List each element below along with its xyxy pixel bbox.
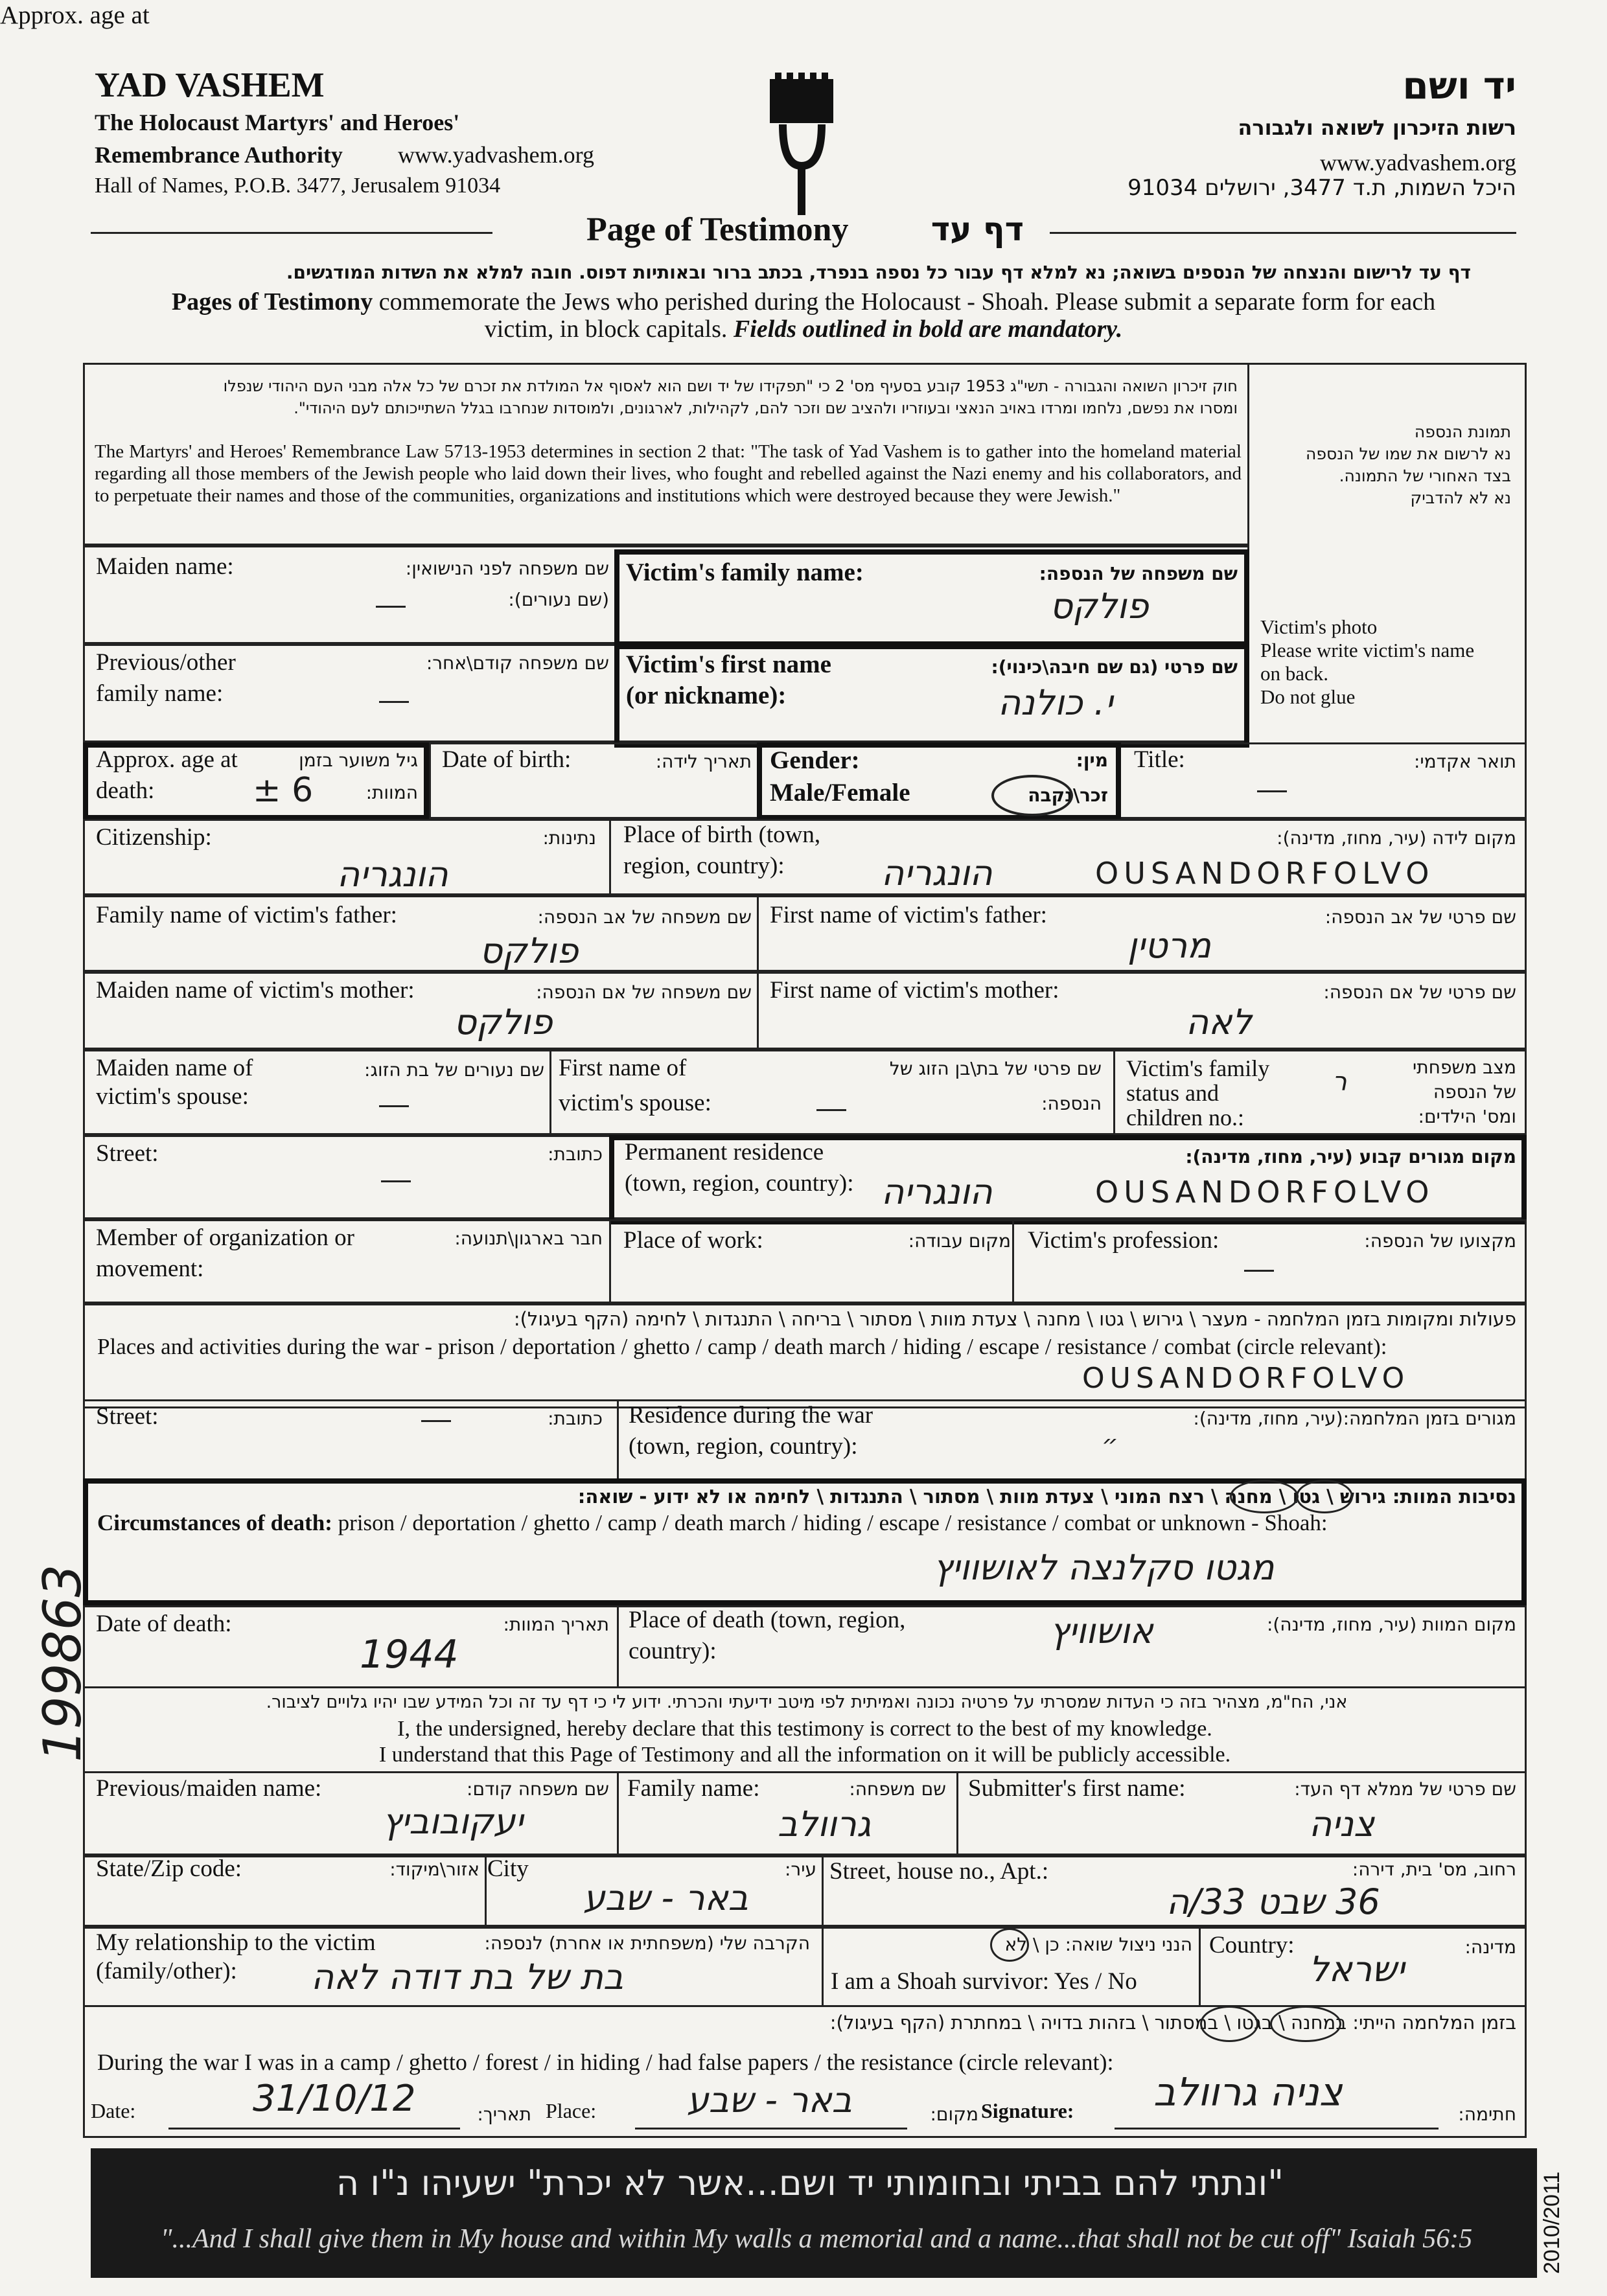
father-divider xyxy=(757,895,759,972)
family-status-label-2: status and xyxy=(1126,1080,1219,1106)
maiden-name-he: שם משפחה לפני הנישואין: xyxy=(405,558,609,579)
form-title-en: Page of Testimony xyxy=(586,211,849,248)
street-he: כתובת: xyxy=(548,1143,603,1165)
country-label: Country: xyxy=(1209,1932,1295,1958)
war-residence-he: מגורים בזמן המלחמה:(עיר, מחוז, מדינה): xyxy=(1193,1408,1516,1429)
spouse-divider-1 xyxy=(549,1050,551,1135)
date-label: Date: xyxy=(91,2099,136,2122)
form-title-he: דף עד xyxy=(931,211,1024,248)
signature-label: Signature: xyxy=(981,2099,1074,2122)
work-label: Place of work: xyxy=(623,1227,763,1254)
country-he: מדינה: xyxy=(1464,1936,1516,1958)
sub-prev-name-label: Previous/maiden name: xyxy=(96,1775,322,1802)
sub-family-label: Family name: xyxy=(627,1775,760,1802)
mother-first-he: שם פרטי של אם הנספה: xyxy=(1323,982,1516,1003)
year-label: 2010/2011 xyxy=(1540,2171,1564,2274)
place-death-value: אושוויץ xyxy=(1050,1611,1153,1651)
age-label-2: death: xyxy=(96,777,155,804)
family-status-he-1: מצב משפחתי xyxy=(1412,1057,1516,1078)
photo-he-2: נא לרשום את שמו של הנספה xyxy=(1306,444,1511,463)
sub-street-he: רחוב, מס' בית, דירה: xyxy=(1352,1859,1516,1880)
gender-he-1: מין: xyxy=(1076,750,1108,771)
war-residence-divider xyxy=(617,1399,619,1484)
war-status-en: During the war I was in a camp / ghetto / forest / in hiding / had false papers / the resistance (circle relevant): xyxy=(97,2049,1114,2075)
org-he: חבר בארגון\תנועה: xyxy=(454,1228,603,1249)
sub-zip-he: אזור\מיקוד: xyxy=(389,1859,480,1880)
photo-he-4: נא לא להדביק xyxy=(1410,488,1511,507)
row-spouse xyxy=(83,1050,1527,1135)
relationship-label-1: My relationship to the victim xyxy=(96,1929,376,1956)
war-residence-label-1: Residence during the war xyxy=(629,1402,873,1429)
photo-he-3: בצד האחורי של התמונה. xyxy=(1339,466,1511,485)
profession-blank xyxy=(1244,1270,1274,1272)
family-status-value: ר xyxy=(1332,1067,1347,1097)
family-name-label: Victim's family name: xyxy=(626,558,864,586)
title-he: תואר אקדמי: xyxy=(1413,751,1516,772)
prev-name-blank xyxy=(379,701,409,703)
spouse-first-label-1: First name of xyxy=(559,1055,687,1081)
father-family-he: שם משפחה של אב הנספה: xyxy=(537,906,752,928)
law-en: The Martyrs' and Heroes' Remembrance Law 5713-1953 determines in section 2 that: "The task of Yad Vashem is to gather into the homeland material regarding all those members of the Jewish people who laid down their lives, who fought and rebelled against the Nazi enemy and his collaborators, and to perpetuate their names and those of the communities, organizations and institutions which were destroyed because they were Jewish." xyxy=(95,441,1242,506)
profession-he: מקצועו של הנספה: xyxy=(1364,1230,1516,1252)
family-name-value: פולקס xyxy=(1050,586,1149,626)
org-web-en: www.yadvashem.org xyxy=(398,142,594,168)
first-name-label-2: (or nickname): xyxy=(626,682,787,709)
intro-he: דף עד לרישום והנצחה של הנספים בשואה; נא למלא דף עבור כל נספה בנפרד, בכתב ברור ובאותיות דפוס. חובה למלא את השדות המודגשים. xyxy=(286,262,1471,283)
war-residence-label-2: (town, region, country): xyxy=(629,1433,858,1460)
birthplace-label-1: Place of birth (town, xyxy=(623,821,821,848)
spouse-first-label-2: victim's spouse: xyxy=(559,1090,711,1116)
spouse-maiden-he: שם נעורים של בת הזוג: xyxy=(364,1059,544,1081)
photo-en-2: Please write victim's name xyxy=(1260,639,1475,661)
age-he-2: המוות: xyxy=(365,782,418,803)
spouse-maiden-blank xyxy=(379,1105,409,1107)
residence-value-he: הונגריה xyxy=(881,1171,993,1212)
mother-divider xyxy=(757,972,759,1050)
declaration-en-2: I understand that this Page of Testimony and all the information on it will be publicly accessible. xyxy=(378,1743,1231,1767)
war-street-label: Street: xyxy=(96,1403,159,1430)
date-he: תאריך: xyxy=(477,2104,531,2125)
spouse-divider-2 xyxy=(1113,1050,1115,1135)
father-first-he: שם פרטי של אב הנספה: xyxy=(1324,906,1516,928)
residence-label-1: Permanent residence xyxy=(625,1139,824,1165)
sub-family-he: שם משפחה: xyxy=(849,1778,946,1800)
street-label: Street: xyxy=(96,1140,159,1167)
prev-name-label-2: family name: xyxy=(96,680,224,707)
first-name-label-1: Victim's first name xyxy=(626,650,831,678)
age-label-1: Approx. age at xyxy=(0,1,150,29)
prev-name-label-1: Previous/other xyxy=(96,649,236,676)
spouse-first-blank xyxy=(816,1109,846,1111)
mother-first-value: לאה xyxy=(1186,1002,1253,1042)
sub-family-value: גרוולב xyxy=(778,1804,872,1844)
title-blank xyxy=(1257,790,1287,792)
residence-value-en: OUSANDORFOLVO xyxy=(1095,1175,1435,1210)
org-sub-1: The Holocaust Martyrs' and Heroes' xyxy=(95,109,460,135)
signature-value: צניה גרוולב xyxy=(1153,2070,1343,2115)
date-line xyxy=(168,2128,460,2130)
places-he: פעולות ומקומות בזמן המלחמה - מעצר \ גירוש \ גטו \ מחנה \ צעדת מוות \ מסתור \ בריחה \ התנגדות \ לחימה (הקף בעיגול): xyxy=(513,1308,1516,1330)
intro-en-1-text: commemorate the Jews who perished during the Holocaust - Shoah. Please submit a separate form for each xyxy=(373,288,1436,316)
sub-prev-name-he: שם משפחה קודם: xyxy=(467,1778,609,1800)
family-name-he: שם משפחה של הנספה: xyxy=(1039,563,1238,584)
war-street-blank xyxy=(421,1420,451,1422)
org-name-en: YAD VASHEM xyxy=(95,65,325,104)
prev-name-he: שם משפחה קודם\אחר: xyxy=(426,652,609,674)
first-name-he: שם פרטי (גם שם חיבה\כינוי): xyxy=(991,656,1238,678)
citizenship-label: Citizenship: xyxy=(96,824,212,851)
maiden-name-label: Maiden name: xyxy=(96,553,234,580)
places-en: Places and activities during the war - prison / deportation / ghetto / camp / death march / hiding / escape / resistance / combat (circle relevant): xyxy=(97,1334,1387,1359)
sub-first-divider xyxy=(956,1771,958,1855)
place-value: באר - שבע xyxy=(687,2080,852,2120)
mother-first-label: First name of victim's mother: xyxy=(770,977,1059,1004)
survivor-he: הנני ניצול שואה: כן \ לא xyxy=(1004,1934,1192,1955)
sub-street-divider xyxy=(822,1855,824,1927)
circumstances-value: מגטו סקלנצה לאושוויץ xyxy=(933,1547,1275,1588)
gender-label-1: Gender: xyxy=(770,746,860,774)
sub-street-label: Street, house no., Apt.: xyxy=(829,1858,1049,1885)
birthplace-he: מקום לידה (עיר, מחוז, מדינה): xyxy=(1277,827,1516,849)
war-camp-circle xyxy=(1270,2006,1341,2042)
sub-city-divider xyxy=(485,1855,487,1927)
profession-label: Victim's profession: xyxy=(1028,1227,1220,1254)
org-sub-he: רשות הזיכרון לשואה ולגבורה xyxy=(1238,115,1516,140)
father-first-label: First name of victim's father: xyxy=(770,902,1047,928)
place-death-label-1: Place of death (town, region, xyxy=(629,1607,906,1633)
spouse-first-he-2: הנספה: xyxy=(1041,1093,1102,1114)
age-value: ± 6 xyxy=(253,771,314,810)
war-residence-value: ״ xyxy=(1102,1430,1118,1460)
maiden-name-blank xyxy=(376,606,406,608)
intro-en-1 xyxy=(91,288,1516,316)
sub-city-value: באר - שבע xyxy=(583,1877,748,1918)
sub-first-he: שם פרטי של ממלא דף העד: xyxy=(1294,1778,1516,1800)
intro-en-2-bold: Fields outlined in bold are mandatory. xyxy=(733,316,1123,343)
country-divider xyxy=(1199,1927,1201,2007)
circumstances-en-bold: Circumstances of death: xyxy=(97,1510,332,1535)
father-family-label: Family name of victim's father: xyxy=(96,902,397,928)
intro-en-1-bold: Pages of Testimony xyxy=(171,288,373,316)
sub-first-label: Submitter's first name: xyxy=(968,1775,1186,1802)
circumstances-en-text: prison / deportation / ghetto / camp / death march / hiding / escape / resistance / combat or unknown - Shoah: xyxy=(332,1510,1328,1535)
sub-city-label: City xyxy=(487,1855,529,1882)
place-death-he: מקום המוות (עיר, מחוז, מדינה): xyxy=(1266,1614,1516,1635)
org-web-he: www.yadvashem.org xyxy=(1320,150,1516,176)
org-name-he: יד ושם xyxy=(1402,63,1516,108)
dod-label: Date of death: xyxy=(96,1611,232,1637)
footer-verse-he: "ונתתי להם בביתי ובחומותי יד ושם...אשר לא יכרת" ישעיהו נ"ו ה xyxy=(336,2163,1284,2203)
yad-vashem-logo xyxy=(766,73,837,215)
intro-en-2 xyxy=(91,315,1516,343)
place-label: Place: xyxy=(546,2099,597,2122)
father-family-value: פולקס xyxy=(480,930,579,971)
sub-zip-label: State/Zip code: xyxy=(96,1855,242,1882)
place-line xyxy=(635,2128,907,2130)
age-label-1b: Approx. age at xyxy=(96,746,238,773)
dob-label: Date of birth: xyxy=(442,746,572,773)
spouse-maiden-label-2: victim's spouse: xyxy=(96,1083,249,1110)
relationship-value: בת של בת דודה לאה xyxy=(311,1957,624,1997)
citizenship-he: נתינות: xyxy=(542,827,596,849)
birthplace-value-he: הונגריה xyxy=(881,853,993,893)
law-he-1: חוק זיכרון השואה והגבורה - תשי"ג 1953 קובע בסעיף מס' 2 כי "תפקידו של יד ושם הוא לאסוף אל המולדת את זכרם של כל אלה מבני העם היהודי שנפלו xyxy=(223,377,1238,395)
age-he-1: גיל משוער בזמן xyxy=(299,750,418,771)
work-divider xyxy=(609,1219,611,1303)
mother-maiden-he: שם משפחה של אם הנספה: xyxy=(536,982,752,1003)
father-first-value: מרטין xyxy=(1127,925,1211,966)
header-rule-right xyxy=(1050,232,1516,234)
org-sub-2: Remembrance Authority xyxy=(95,142,343,168)
signature-line xyxy=(1115,2128,1439,2130)
profession-divider xyxy=(1012,1219,1014,1303)
photo-en-1: Victim's photo xyxy=(1260,615,1378,638)
residence-he: מקום מגורים קבוע (עיר, מחוז, מדינה): xyxy=(1185,1146,1516,1167)
place-death-divider xyxy=(617,1605,619,1688)
place-he: מקום: xyxy=(930,2104,978,2125)
declaration-he: אני, הח"מ, מצהיר בזה כי העדות שמסרתי על פרטיה נכונה ואמיתית לפי מיטב ידיעתי והכרתי. ידוע לי כי דף עד זה וכל המידע שבו יהיו גלויים לציבור. xyxy=(266,1692,1348,1712)
sub-city-he: עיר: xyxy=(784,1859,816,1880)
relationship-he: הקרבה שלי (משפחתית או אחרת) לנספה: xyxy=(484,1933,810,1954)
law-he-2: ומסרו את נפשם, נלחמו ומרדו באויב הנאצי ובעוזריו ולהציב שם וזכר להם, לקהילות, לארגונים, ולמוסדות שנחרבו בגלל השתייכותם לעם היהודי". xyxy=(294,399,1238,417)
header-rule-left xyxy=(91,232,492,234)
citizenship-value: הונגריה xyxy=(337,854,448,895)
camp-circle xyxy=(1230,1480,1299,1513)
sub-prev-name-value: יעקובוביץ xyxy=(382,1801,524,1842)
birthplace-label-2: region, country): xyxy=(623,853,785,879)
war-street-he: כתובת: xyxy=(548,1408,603,1429)
war-ghetto-circle xyxy=(1200,2006,1258,2042)
dod-he: תאריך המוות: xyxy=(503,1614,609,1635)
first-name-value: י. כולנה xyxy=(998,682,1113,723)
war-status-he: בזמן המלחמה הייתי: במחנה \ בגטו \ במסתור \ בזהות בדויה \ במחתרת (הקף בעיגול): xyxy=(829,2012,1516,2034)
photo-en-4: Do not glue xyxy=(1260,685,1356,708)
date-value: 31/10/12 xyxy=(253,2078,416,2120)
circumstances-he: נסיבות המוות: גירוש \ גטו \ מחנה \ רצח המוני \ צעדת מוות \ מסתור \ התנגדות \ לחימה או לא ידוע - שואה: xyxy=(577,1486,1516,1508)
country-value: ישראל xyxy=(1309,1949,1405,1990)
photo-en-3: on back. xyxy=(1260,662,1329,685)
footer-verse-en: "...And I shall give them in My house and within My walls a memorial and a name...that shall not be cut off" Isaiah 56:5 xyxy=(160,2224,1473,2254)
dob-he: תאריך לידה: xyxy=(655,751,752,772)
org-label-1: Member of organization or xyxy=(96,1224,354,1251)
org-address-en: Hall of Names, P.O.B. 3477, Jerusalem 91034 xyxy=(95,174,501,198)
birthplace-value-en: OUSANDORFOLVO xyxy=(1095,856,1435,891)
sub-street-value: 36 שבט 33/ה xyxy=(1166,1881,1380,1922)
family-status-label-1: Victim's family xyxy=(1126,1055,1270,1081)
mother-maiden-label: Maiden name of victim's mother: xyxy=(96,977,415,1004)
family-status-he-3: ומס' הילדים: xyxy=(1418,1106,1516,1127)
relationship-label-2: (family/other): xyxy=(96,1958,237,1984)
survivor-divider xyxy=(822,1927,824,2007)
dob-divider xyxy=(429,742,431,819)
places-value: OUSANDORFOLVO xyxy=(1082,1362,1410,1395)
ghetto-circle xyxy=(1296,1480,1353,1513)
gender-he-2: זכר\נקבה xyxy=(1028,785,1108,806)
gender-label-2: Male/Female xyxy=(770,779,910,807)
survivor-en: I am a Shoah survivor: Yes / No xyxy=(831,1968,1137,1995)
photo-he-1: תמונת הנספה xyxy=(1414,422,1511,441)
birthplace-divider xyxy=(609,819,611,895)
sub-family-divider xyxy=(617,1771,619,1855)
family-status-label-3: children no.: xyxy=(1126,1105,1244,1131)
gender-circle xyxy=(991,775,1073,816)
declaration-en-1: I, the undersigned, hereby declare that this testimony is correct to the best of my knowledge. xyxy=(397,1717,1212,1741)
sub-first-value: צניה xyxy=(1309,1804,1375,1844)
maiden-name-he2: (שם נעורים): xyxy=(508,589,609,610)
intro-en-2-text: victim, in block capitals. xyxy=(484,316,734,343)
family-status-he-2: של הנספה xyxy=(1433,1081,1516,1103)
signature-he: חתימה: xyxy=(1458,2104,1516,2125)
yes-circle xyxy=(990,1928,1029,1962)
circumstances-en xyxy=(97,1508,1328,1538)
spouse-first-he-1: שם פרטי של בת\בן הזוג של xyxy=(889,1058,1102,1079)
org-address-he: היכל השמות, ת.ד 3477, ירושלים 91034 xyxy=(1127,175,1516,201)
residence-label-2: (town, region, country): xyxy=(625,1170,854,1197)
title-label: Title: xyxy=(1134,746,1185,773)
org-label-2: movement: xyxy=(96,1256,204,1282)
work-he: מקום עבודה: xyxy=(908,1230,1011,1252)
margin-number: 199863 xyxy=(32,1564,93,1762)
dod-value: 1944 xyxy=(360,1632,459,1677)
place-death-label-2: country): xyxy=(629,1638,717,1664)
mother-maiden-value: פולקס xyxy=(454,1002,553,1042)
street-blank xyxy=(381,1180,411,1182)
spouse-maiden-label-1: Maiden name of xyxy=(96,1055,253,1081)
